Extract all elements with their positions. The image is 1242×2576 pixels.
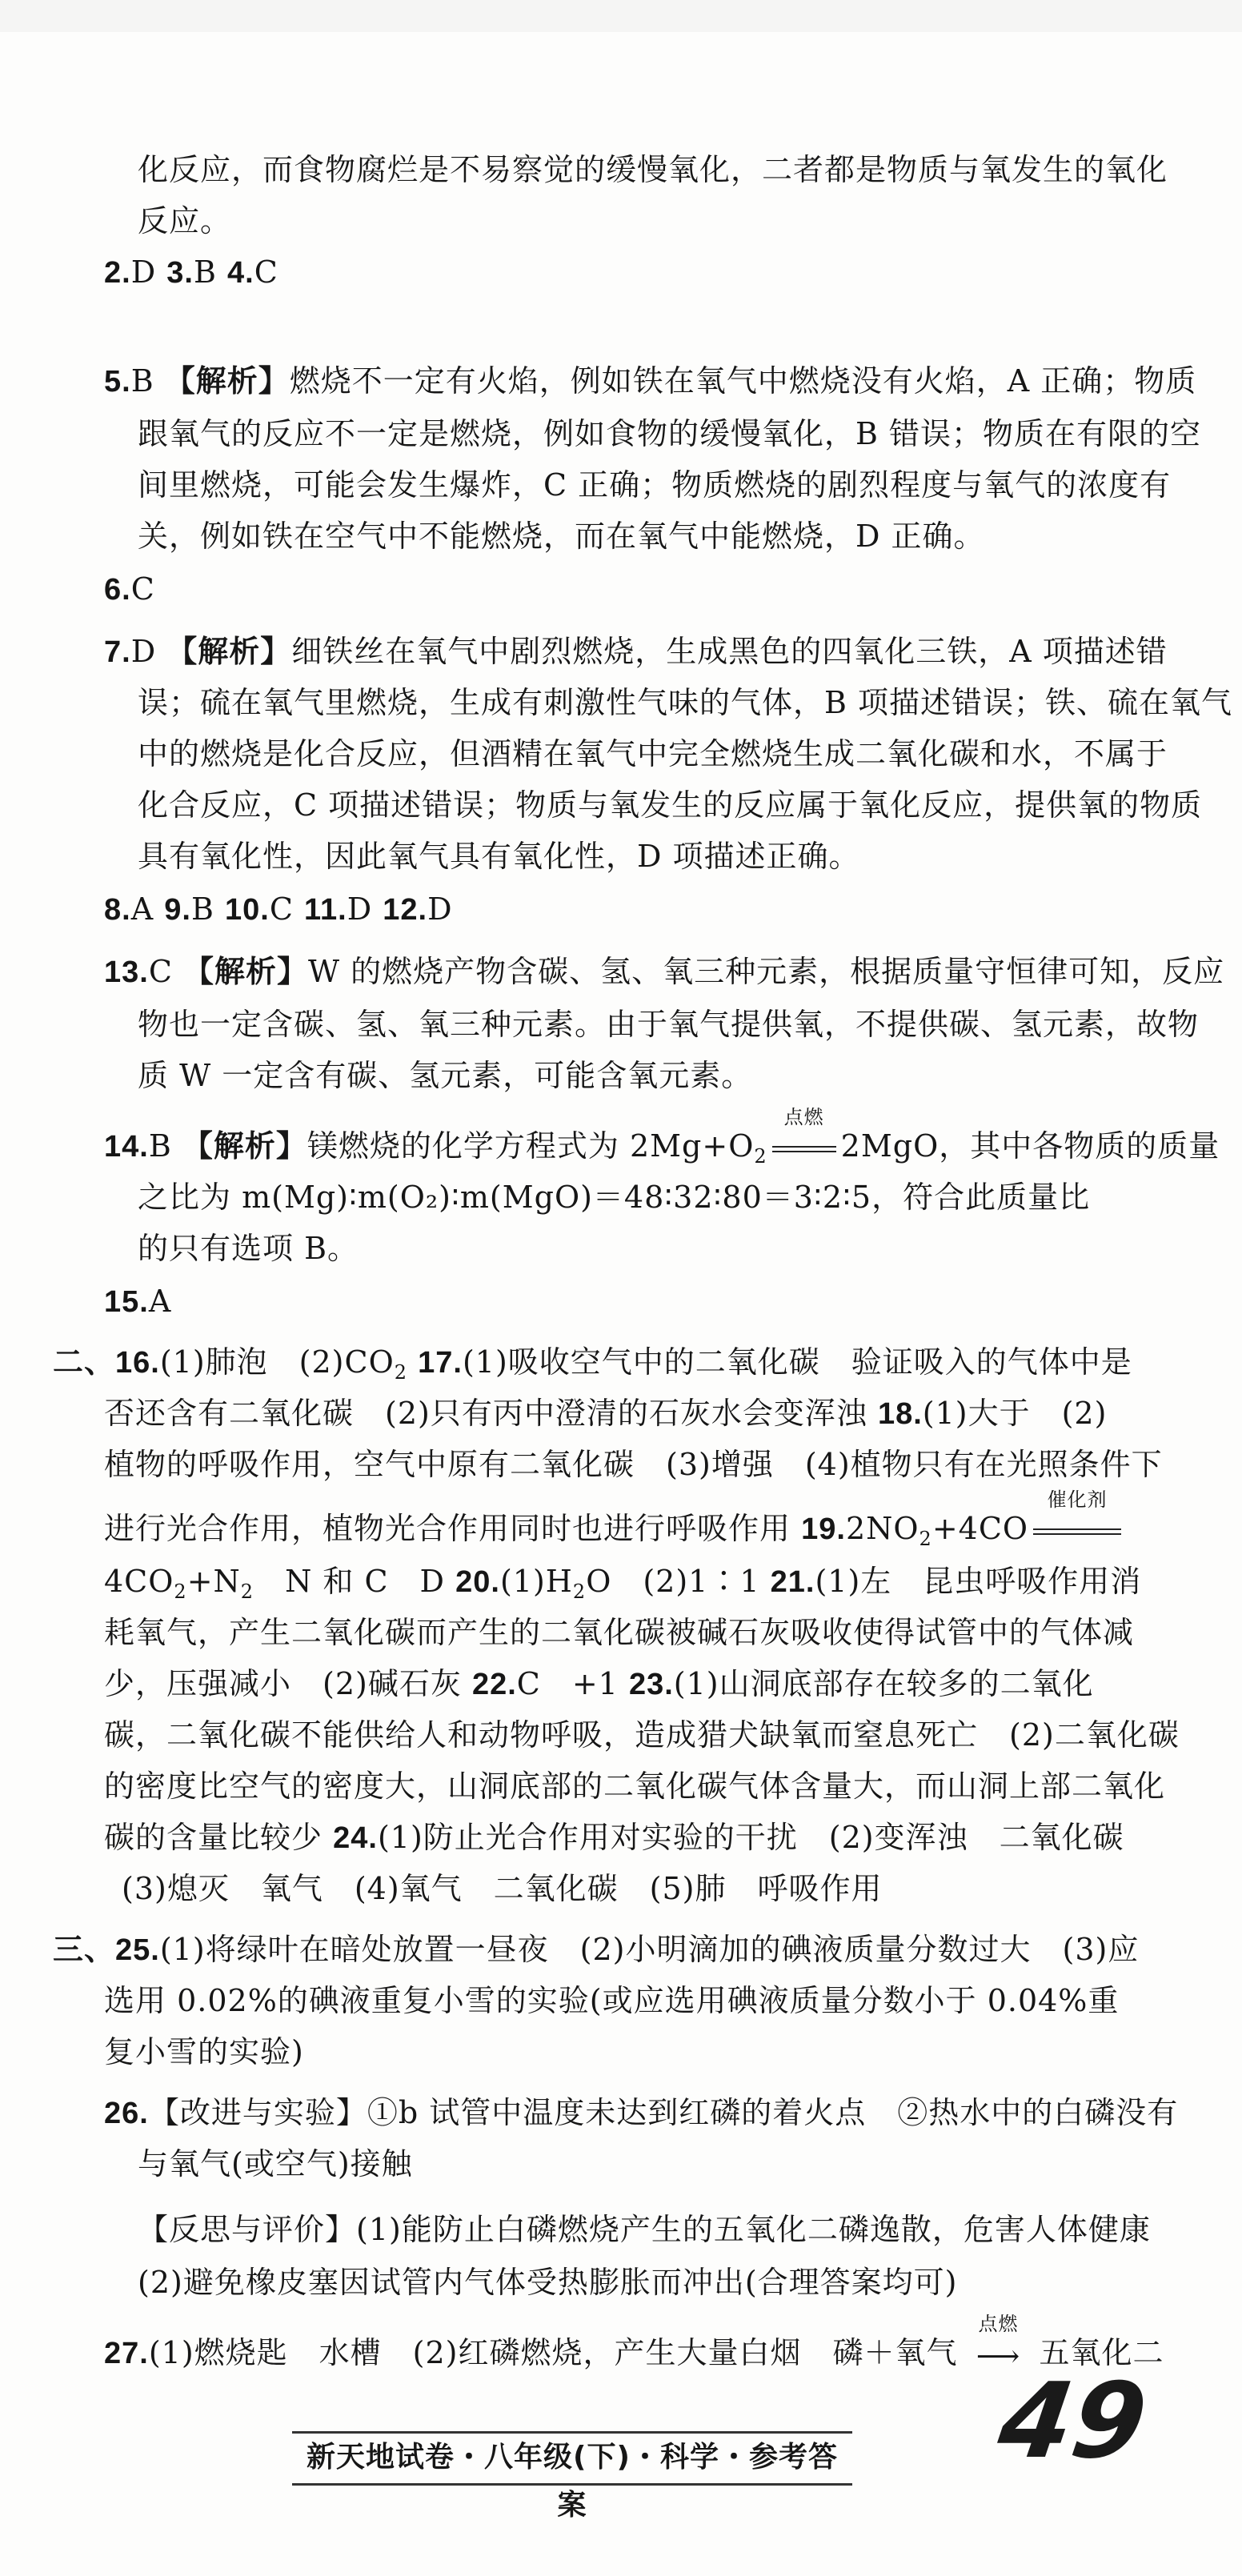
text-line: 质 W 一定含有碳、氢元素，可能含氧元素。 bbox=[138, 1058, 753, 1093]
reaction-condition: 点燃 bbox=[767, 1122, 841, 1170]
answer-line: 2.D 3.B 4.C bbox=[104, 254, 278, 290]
text-line: 之比为 m(Mg)∶m(O₂)∶m(MgO)＝48∶32∶80＝3∶2∶5，符合此质量比 bbox=[138, 1180, 1091, 1215]
text-line: 的密度比空气的密度大，山洞底部的二氧化碳气体含量大，而山洞上部二氧化 bbox=[104, 1769, 1166, 1804]
text-line: 跟氧气的反应不一定是燃烧，例如食物的缓慢氧化，B 错误；物质在有限的空 bbox=[138, 416, 1202, 451]
text-line: (3)熄灭 氧气 (4)氧气 二氧化碳 (5)肺 呼吸作用 bbox=[122, 1871, 883, 1906]
text-line: 【反思与评价】(1)能防止白磷燃烧产生的五氧化二磷逸散，危害人体健康 bbox=[138, 2212, 1151, 2247]
text-line: 误；硫在氧气里燃烧，生成有刺激性气味的气体，B 项描述错误；铁、硫在氧气 bbox=[138, 685, 1233, 720]
text-line: 物也一定含碳、氢、氧三种元素。由于氧气提供氧，不提供碳、氢元素，故物 bbox=[138, 1007, 1200, 1042]
text-line: 具有氧化性，因此氧气具有氧化性，D 项描述正确。 bbox=[138, 839, 860, 874]
text-line: 植物的呼吸作用，空气中原有二氧化碳 (3)增强 (4)植物只有在光照条件下 bbox=[104, 1447, 1163, 1482]
text-line: 少，压强减小 (2)碱石灰 22.C +1 23.(1)山洞底部存在较多的二氧化 bbox=[104, 1666, 1094, 1701]
equation-line: 27.(1)燃烧匙 水槽 (2)红磷燃烧，产生大量白烟 磷＋氧气 点燃 ⟶ 五氧化二 bbox=[104, 2329, 1164, 2380]
text-line: 的只有选项 B。 bbox=[138, 1231, 359, 1266]
equation-line: 进行光合作用，植物光合作用同时也进行呼吸作用 $19.2NO_2+4CO$ 催化剂 bbox=[104, 1504, 1126, 1563]
text-line: 碳的含量比较少 24.(1)防止光合作用对实验的干扰 (2)变浑浊 二氧化碳 bbox=[104, 1820, 1124, 1855]
text-line: 关，例如铁在空气中不能燃烧，而在氧气中能燃烧，D 正确。 bbox=[138, 519, 985, 554]
answer-line: 5.B 【解析】燃烧不一定有火焰，例如铁在氧气中燃烧没有火焰，A 正确；物质 bbox=[104, 363, 1197, 399]
text-line: 化合反应，C 项描述错误；物质与氧发生的反应属于氧化反应，提供氧的物质 bbox=[138, 787, 1203, 823]
text-line: 反应。 bbox=[138, 203, 232, 238]
section-two-line: 二、16.(1)肺泡 $(2)CO_2$ 17.(1)吸收空气中的二氧化碳 验证吸入的气体中是 bbox=[53, 1344, 1132, 1384]
scan-edge bbox=[0, 0, 1242, 32]
text-line: 否还含有二氧化碳 (2)只有丙中澄清的石灰水会变浑浊 18.(1)大于 (2) bbox=[104, 1396, 1108, 1431]
text-line: 中的燃烧是化合反应，但酒精在氧气中完全燃烧生成二氧化碳和水，不属于 bbox=[138, 736, 1168, 771]
text-line: 耗氧气，产生二氧化碳而产生的二氧化碳被碱石灰吸收使得试管中的气体减 bbox=[104, 1615, 1135, 1650]
section-three-line: 三、25.(1)将绿叶在暗处放置一昼夜 (2)小明滴加的碘液质量分数过大 (3)应 bbox=[53, 1932, 1140, 1967]
answer-line: 8.A 9.B 10.C 11.D 12.D bbox=[104, 891, 453, 927]
catalyst-condition: 催化剂 bbox=[1028, 1504, 1126, 1552]
text-line: 化反应，而食物腐烂是不易察觉的缓慢氧化，二者都是物质与氧发生的氧化 bbox=[138, 152, 1168, 187]
answer-line: 15.A bbox=[104, 1284, 172, 1319]
answer-line: 13.C 【解析】W 的燃烧产物含碳、氢、氧三种元素，根据质量守恒律可知，反应 bbox=[104, 954, 1225, 989]
text-line: 与氧气(或空气)接触 bbox=[138, 2146, 413, 2181]
reaction-arrow: 点燃 ⟶ bbox=[976, 2313, 1021, 2374]
text-line: 选用 0.02%的碘液重复小雪的实验(或应选用碘液质量分数小于 0.04%重 bbox=[104, 1983, 1120, 2018]
equation-line: 14.B 【解析】镁燃烧的化学方程式为 $2Mg+O_2$ 点燃 2MgO，其中各物质的质量 bbox=[104, 1122, 1220, 1180]
page-number: 49 bbox=[992, 2360, 1154, 2482]
answer-line: 26.【改进与实验】①b 试管中温度未达到红磷的着火点 ②热水中的白磷没有 bbox=[104, 2095, 1179, 2130]
text-line: $4CO_2+N_2$ N 和 C D $20.(1)H_2O$ (2)1∶1 21.(1)左 昆虫呼吸作用消 bbox=[104, 1564, 1142, 1603]
text-line: (2)避免橡皮塞因试管内气体受热膨胀而冲出(合理答案均可) bbox=[138, 2265, 958, 2300]
text-line: 间里燃烧，可能会发生爆炸，C 正确；物质燃烧的剧烈程度与氧气的浓度有 bbox=[138, 467, 1172, 503]
footer-title: 新天地试卷・八年级(下)・科学・参考答案 bbox=[292, 2431, 852, 2486]
text-line: 碳，二氧化碳不能供给人和动物呼吸，造成猎犬缺氧而窒息死亡 (2)二氧化碳 bbox=[104, 1717, 1180, 1753]
answer-line: 7.D 【解析】细铁丝在氧气中剧烈燃烧，生成黑色的四氧化三铁，A 项描述错 bbox=[104, 634, 1168, 669]
text-line: 复小雪的实验) bbox=[104, 2034, 304, 2069]
answer-line: 6.C bbox=[104, 571, 155, 607]
